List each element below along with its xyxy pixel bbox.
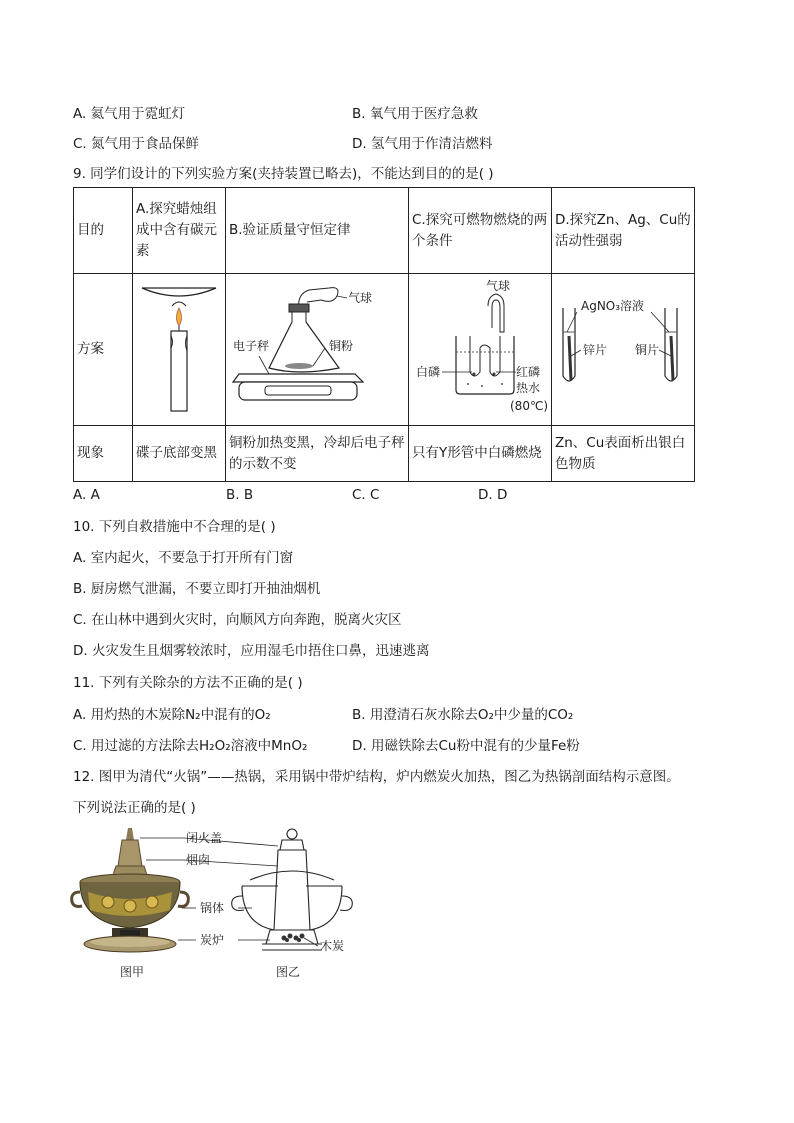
label-fig-b: 图乙 <box>276 965 301 979</box>
row-label-phenomenon: 现象 <box>74 426 133 482</box>
q11-option-d: D. 用磁铁除去Cu粉中混有的少量Fe粉 <box>352 738 580 754</box>
q10-option-a: A. 室内起火，不要急于打开所有门窗 <box>73 550 294 566</box>
q12-stem: 12. 图甲为清代“火锅”——热锅，采用锅中带炉结构，炉内燃炭火加热，图乙为热锅剖面结构示意图。 <box>73 769 680 785</box>
row-label-purpose: 目的 <box>74 188 133 274</box>
plan-c-cell <box>409 274 552 426</box>
label-b-scale: 电子秤 <box>233 339 270 353</box>
phenomenon-c: 只有Y形管中白磷燃烧 <box>409 426 552 482</box>
y-tube-diagram <box>412 276 548 416</box>
test-tubes-diagram <box>555 276 691 416</box>
label-body: 锅体 <box>200 901 225 915</box>
q11-option-c: C. 用过滤的方法除去H₂O₂溶液中MnO₂ <box>73 738 308 754</box>
phenomenon-d: Zn、Cu表面析出银白色物质 <box>552 426 695 482</box>
plan-d-cell <box>552 274 695 426</box>
q12-stem-line2: 下列说法正确的是( ) <box>73 800 196 816</box>
q9-table <box>73 187 695 482</box>
label-c-white-p: 白磷 <box>416 365 441 379</box>
label-d-copper: 铜片 <box>635 343 660 357</box>
label-c-hot-water: 热水 <box>516 381 541 395</box>
label-c-balloon: 气球 <box>486 279 511 293</box>
q11-option-b: B. 用澄清石灰水除去O₂中少量的CO₂ <box>352 707 574 723</box>
q9-stem: 9. 同学们设计的下列实验方案(夹持装置已略去)，不能达到目的的是( ) <box>73 166 494 182</box>
label-lid: 闭火盖 <box>186 831 223 845</box>
purpose-d: D.探究Zn、Ag、Cu的活动性强弱 <box>552 188 695 274</box>
q10-option-c: C. 在山林中遇到火灾时，向顺风方向奔跑，脱离火灾区 <box>73 612 402 628</box>
hotpot-photo <box>72 828 189 952</box>
label-d-solution: AgNO₃溶液 <box>581 299 645 313</box>
q10-option-b: B. 厨房燃气泄漏，不要立即打开抽油烟机 <box>73 581 321 597</box>
label-chimney: 烟囱 <box>186 853 211 867</box>
q9-option-b: B. B <box>226 487 254 503</box>
label-d-zinc: 锌片 <box>583 343 608 357</box>
hotpot-cross-section <box>232 829 353 950</box>
label-c-temp: (80℃) <box>510 399 548 413</box>
q10-stem: 10. 下列自救措施中不合理的是( ) <box>73 519 276 535</box>
scale-flask-diagram <box>229 276 405 416</box>
purpose-b: B.验证质量守恒定律 <box>226 188 409 274</box>
candle-dish-diagram <box>136 276 222 416</box>
plan-b-cell <box>226 274 409 426</box>
q9-option-c: C. C <box>352 487 380 503</box>
purpose-c: C.探究可燃物燃烧的两个条件 <box>409 188 552 274</box>
q11-option-a: A. 用灼热的木炭除N₂中混有的O₂ <box>73 707 271 723</box>
q8-option-b: B. 氧气用于医疗急救 <box>352 106 478 122</box>
phenomenon-a: 碟子底部变黑 <box>133 426 226 482</box>
purpose-a: A.探究蜡烛组成中含有碳元素 <box>133 188 226 274</box>
label-fig-a: 图甲 <box>120 965 145 979</box>
row-label-plan: 方案 <box>74 274 133 426</box>
plan-a-cell <box>133 274 226 426</box>
phenomenon-b: 铜粉加热变黑，冷却后电子秤的示数不变 <box>226 426 409 482</box>
q9-option-a: A. A <box>73 487 100 503</box>
label-b-copper: 铜粉 <box>329 339 354 353</box>
hotpot-figure <box>66 826 376 986</box>
label-c-red-p: 红磷 <box>516 365 541 379</box>
label-stove: 炭炉 <box>200 933 225 947</box>
q10-option-d: D. 火灾发生且烟雾较浓时，应用湿毛巾捂住口鼻，迅速逃离 <box>73 643 430 659</box>
label-charcoal: 木炭 <box>320 939 345 953</box>
q9-option-d: D. D <box>478 487 508 503</box>
q11-stem: 11. 下列有关除杂的方法不正确的是( ) <box>73 675 303 691</box>
label-b-balloon: 气球 <box>348 291 373 305</box>
q8-option-a: A. 氦气用于霓虹灯 <box>73 106 186 122</box>
q8-option-d: D. 氢气用于作清洁燃料 <box>352 136 493 152</box>
q8-option-c: C. 氮气用于食品保鲜 <box>73 136 200 152</box>
